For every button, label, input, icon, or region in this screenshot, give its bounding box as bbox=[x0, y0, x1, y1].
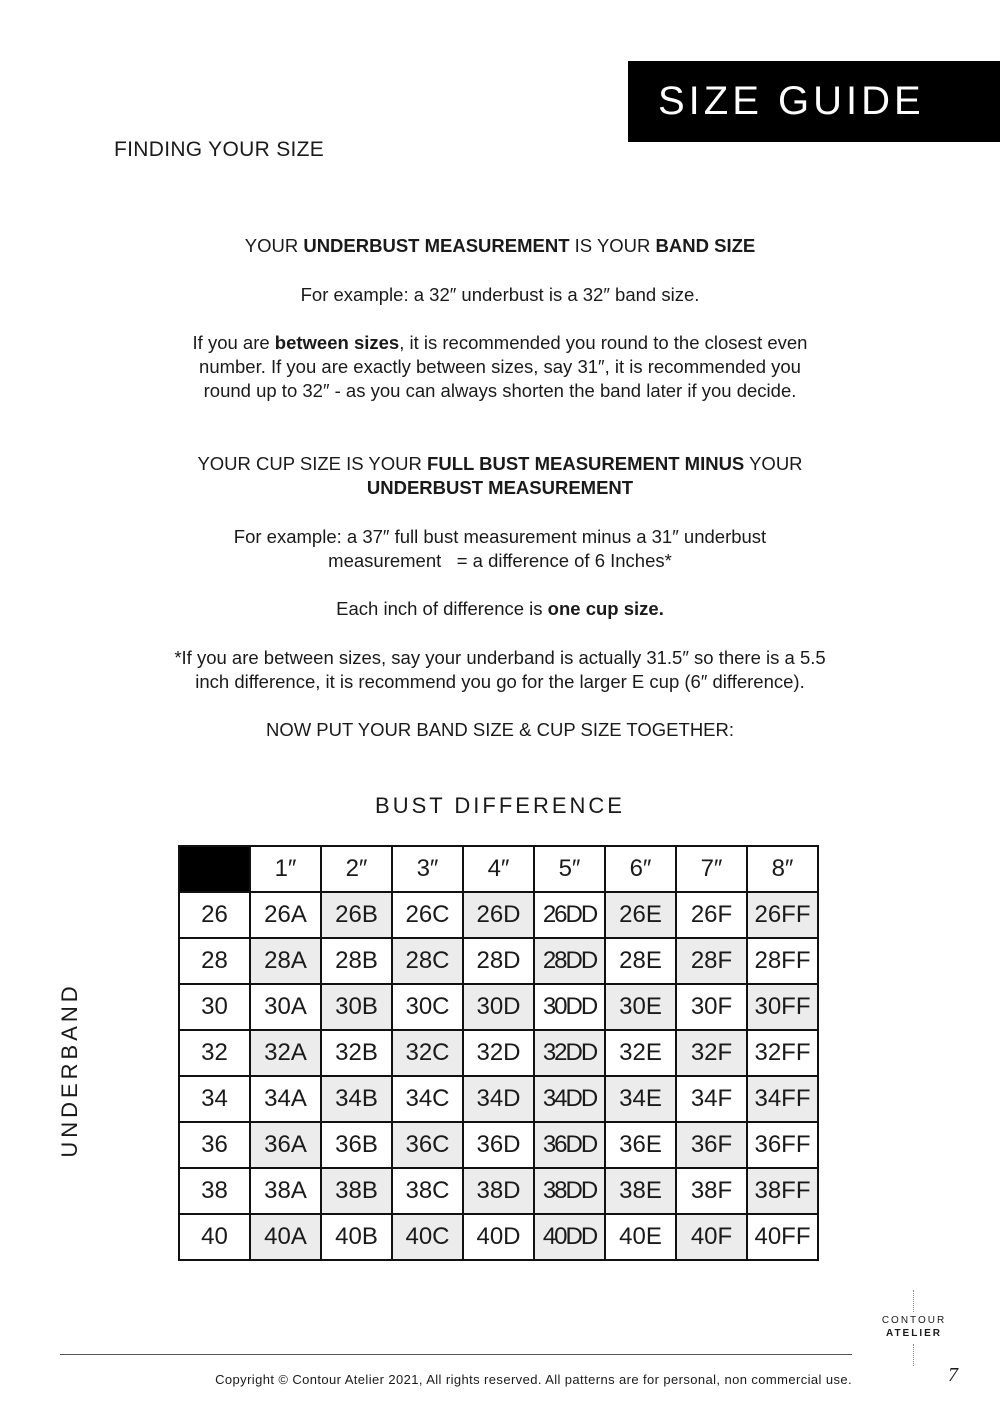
bra-size-cell: 32FF bbox=[747, 1030, 818, 1076]
cup-rule-emphasis: FULL BUST MEASUREMENT MINUS bbox=[427, 453, 745, 474]
bra-size-cell: 40B bbox=[321, 1214, 392, 1260]
band-size-cell: 26 bbox=[179, 892, 250, 938]
table-row bbox=[179, 938, 818, 984]
bra-size-cell: 36B bbox=[321, 1122, 392, 1168]
bra-size-cell: 26D bbox=[463, 892, 534, 938]
band-size-cell: 34 bbox=[179, 1076, 250, 1122]
band-size-cell: 40 bbox=[179, 1214, 250, 1260]
bra-size-cell: 28C bbox=[392, 938, 463, 984]
table-row bbox=[179, 1122, 818, 1168]
band-rule-emphasis: UNDERBUST MEASUREMENT bbox=[303, 235, 570, 256]
bra-size-cell: 32E bbox=[605, 1030, 676, 1076]
band-between-sizes bbox=[180, 331, 820, 403]
page-number: 7 bbox=[948, 1364, 958, 1386]
column-header: 8″ bbox=[747, 846, 818, 892]
row-title: UNDERBAND bbox=[57, 982, 82, 1158]
table-row bbox=[179, 1214, 818, 1260]
band-between-text: , it is recommended you round to the closest even number. If you are exactly between sizes, say 31″, it is recommended you round up to 32″ - as you can always shorten the band later if you decide. bbox=[199, 332, 808, 401]
bra-size-cell: 28D bbox=[463, 938, 534, 984]
bra-size-cell: 32A bbox=[250, 1030, 321, 1076]
bra-size-cell: 40C bbox=[392, 1214, 463, 1260]
logo-line-2: ATELIER bbox=[885, 1328, 943, 1339]
bra-size-cell: 28F bbox=[676, 938, 747, 984]
bra-size-cell: 34E bbox=[605, 1076, 676, 1122]
cup-each-inch-text: Each inch of difference is bbox=[336, 598, 548, 619]
bra-size-cell: 30D bbox=[463, 984, 534, 1030]
bra-size-cell: 34F bbox=[676, 1076, 747, 1122]
cup-rule-text: YOUR CUP SIZE IS YOUR bbox=[197, 453, 428, 474]
column-title: BUST DIFFERENCE bbox=[375, 793, 625, 818]
bra-size-cell: 36DD bbox=[534, 1122, 605, 1168]
bra-size-cell: 32D bbox=[463, 1030, 534, 1076]
table-row bbox=[179, 1076, 818, 1122]
bra-size-cell: 38D bbox=[463, 1168, 534, 1214]
bra-size-cell: 26C bbox=[392, 892, 463, 938]
bra-size-cell: 28E bbox=[605, 938, 676, 984]
bra-size-cell: 34B bbox=[321, 1076, 392, 1122]
cup-each-inch bbox=[150, 597, 850, 621]
bra-size-cell: 40D bbox=[463, 1214, 534, 1260]
band-size-cell: 36 bbox=[179, 1122, 250, 1168]
cup-each-inch-emphasis: one cup size. bbox=[547, 598, 664, 619]
band-size-cell: 38 bbox=[179, 1168, 250, 1214]
header-row bbox=[179, 846, 818, 892]
band-between-emphasis: between sizes bbox=[274, 332, 400, 353]
column-header: 5″ bbox=[534, 846, 605, 892]
bra-size-cell: 26A bbox=[250, 892, 321, 938]
bra-size-cell: 30A bbox=[250, 984, 321, 1030]
bra-size-cell: 26DD bbox=[534, 892, 605, 938]
cup-rule-emphasis: UNDERBUST MEASUREMENT bbox=[366, 477, 634, 498]
bra-size-cell: 38E bbox=[605, 1168, 676, 1214]
logo-divider-bottom bbox=[913, 1344, 914, 1366]
table-row bbox=[179, 892, 818, 938]
bra-size-cell: 34D bbox=[463, 1076, 534, 1122]
logo-divider-top bbox=[913, 1290, 914, 1312]
bra-size-cell: 34C bbox=[392, 1076, 463, 1122]
bra-size-cell: 26B bbox=[321, 892, 392, 938]
bra-size-cell: 28B bbox=[321, 938, 392, 984]
bra-size-cell: 36E bbox=[605, 1122, 676, 1168]
bra-size-cell: 38A bbox=[250, 1168, 321, 1214]
band-rule-text: IS YOUR bbox=[569, 235, 656, 256]
band-size-cell: 30 bbox=[179, 984, 250, 1030]
bra-size-cell: 36D bbox=[463, 1122, 534, 1168]
bra-size-cell: 36FF bbox=[747, 1122, 818, 1168]
cup-note: *If you are between sizes, say your underband is actually 31.5″ so there is a 5.5 inch difference, it is recommend you go for the larger E cup (6″ difference). bbox=[174, 647, 826, 692]
bra-size-cell: 30E bbox=[605, 984, 676, 1030]
bra-size-cell: 30F bbox=[676, 984, 747, 1030]
cup-rule-text: YOUR bbox=[744, 453, 803, 474]
band-between-text: If you are bbox=[192, 332, 275, 353]
bra-size-cell: 34A bbox=[250, 1076, 321, 1122]
bra-size-cell: 28FF bbox=[747, 938, 818, 984]
bra-size-cell: 26FF bbox=[747, 892, 818, 938]
table-row bbox=[179, 1030, 818, 1076]
column-header: 6″ bbox=[605, 846, 676, 892]
bra-size-cell: 38F bbox=[676, 1168, 747, 1214]
bra-size-cell: 30DD bbox=[534, 984, 605, 1030]
bra-size-cell: 28A bbox=[250, 938, 321, 984]
bra-size-cell: 40F bbox=[676, 1214, 747, 1260]
now-together: NOW PUT YOUR BAND SIZE & CUP SIZE TOGETHER: bbox=[265, 719, 735, 740]
bra-size-cell: 26E bbox=[605, 892, 676, 938]
table-row bbox=[179, 1168, 818, 1214]
bra-size-cell: 26F bbox=[676, 892, 747, 938]
corner-cell bbox=[179, 846, 250, 892]
logo-line-1: CONTOUR bbox=[881, 1315, 947, 1326]
bra-size-cell: 30C bbox=[392, 984, 463, 1030]
bra-size-cell: 36F bbox=[676, 1122, 747, 1168]
band-rule bbox=[150, 234, 850, 258]
bra-size-cell: 32B bbox=[321, 1030, 392, 1076]
page-title-banner bbox=[628, 61, 1000, 142]
bra-size-cell: 38DD bbox=[534, 1168, 605, 1214]
bra-size-cell: 30FF bbox=[747, 984, 818, 1030]
size-table bbox=[178, 845, 819, 1261]
bra-size-cell: 38C bbox=[392, 1168, 463, 1214]
bra-size-cell: 28DD bbox=[534, 938, 605, 984]
bra-size-cell: 36C bbox=[392, 1122, 463, 1168]
cup-rule bbox=[185, 452, 815, 500]
band-rule-text: YOUR bbox=[244, 235, 304, 256]
bra-size-cell: 40FF bbox=[747, 1214, 818, 1260]
band-size-cell: 32 bbox=[179, 1030, 250, 1076]
bra-size-cell: 32DD bbox=[534, 1030, 605, 1076]
column-header: 2″ bbox=[321, 846, 392, 892]
bra-size-cell: 32C bbox=[392, 1030, 463, 1076]
section-heading: FINDING YOUR SIZE bbox=[114, 138, 325, 161]
bra-size-cell: 38FF bbox=[747, 1168, 818, 1214]
bra-size-cell: 32F bbox=[676, 1030, 747, 1076]
bra-size-cell: 34FF bbox=[747, 1076, 818, 1122]
brand-logo bbox=[866, 1314, 962, 1340]
page-title: SIZE GUIDE bbox=[658, 79, 925, 123]
table-body bbox=[179, 892, 818, 1260]
bra-size-cell: 38B bbox=[321, 1168, 392, 1214]
band-rule-emphasis: BAND SIZE bbox=[655, 235, 756, 256]
bra-size-cell: 34DD bbox=[534, 1076, 605, 1122]
band-example: For example: a 32″ underbust is a 32″ band size. bbox=[300, 284, 700, 305]
column-header: 3″ bbox=[392, 846, 463, 892]
copyright-notice: Copyright © Contour Atelier 2021, All rights reserved. All patterns are for personal, non commercial use. bbox=[215, 1372, 852, 1387]
bra-size-cell: 40DD bbox=[534, 1214, 605, 1260]
column-header: 7″ bbox=[676, 846, 747, 892]
bra-size-cell: 36A bbox=[250, 1122, 321, 1168]
band-size-cell: 28 bbox=[179, 938, 250, 984]
bra-size-cell: 30B bbox=[321, 984, 392, 1030]
bra-size-cell: 40E bbox=[605, 1214, 676, 1260]
column-header: 1″ bbox=[250, 846, 321, 892]
cup-example: For example: a 37″ full bust measurement minus a 31″ underbust measurement = a difference of 6 Inches* bbox=[233, 526, 772, 571]
table-row bbox=[179, 984, 818, 1030]
footer-divider bbox=[60, 1354, 852, 1355]
column-header: 4″ bbox=[463, 846, 534, 892]
bra-size-cell: 40A bbox=[250, 1214, 321, 1260]
